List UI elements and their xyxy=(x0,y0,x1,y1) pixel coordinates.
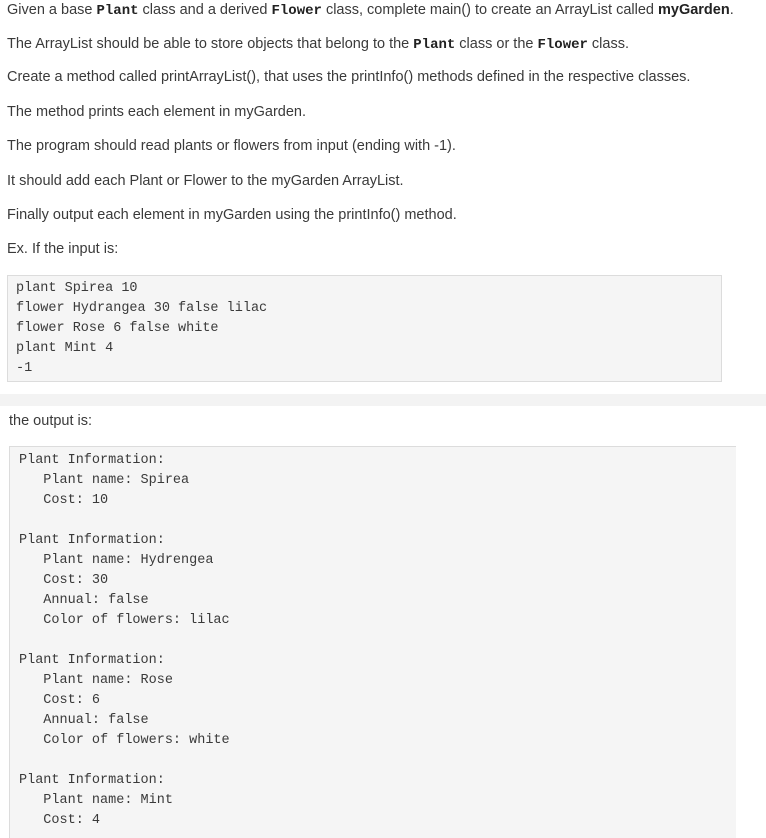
output-line: Plant Information: xyxy=(19,773,165,788)
input-line: flower Hydrangea 30 false lilac xyxy=(16,301,268,316)
paragraph-7: Finally output each element in myGarden using the printInfo() method. xyxy=(7,207,457,223)
paragraph-8: Ex. If the input is: xyxy=(7,241,119,257)
input-line: plant Mint 4 xyxy=(16,341,114,356)
output-line: Plant name: Mint xyxy=(19,793,173,808)
text: class or the xyxy=(455,36,538,52)
output-line: Plant Information: xyxy=(19,453,165,468)
text: class. xyxy=(587,36,629,52)
output-line: Cost: 10 xyxy=(19,493,109,508)
code-flower: Flower xyxy=(271,3,322,19)
output-line: Plant Information: xyxy=(19,653,165,668)
output-line: Color of flowers: lilac xyxy=(19,613,230,628)
text: class and a derived xyxy=(138,2,272,18)
text: . xyxy=(729,2,734,18)
input-line: flower Rose 6 false white xyxy=(16,321,219,336)
text: class, complete main() to create an ArrayList called xyxy=(321,2,658,18)
output-label: the output is: xyxy=(9,413,93,429)
section-divider xyxy=(0,394,766,406)
paragraph-3: Create a method called printArrayList(), that uses the printInfo() methods defined in the respective classes. xyxy=(7,69,691,85)
paragraph-2 xyxy=(7,35,629,54)
output-line: Plant name: Spirea xyxy=(19,473,190,488)
output-line: Color of flowers: white xyxy=(19,733,230,748)
code-plant: Plant xyxy=(413,37,456,53)
right-margin xyxy=(736,406,766,838)
text: Given a base xyxy=(7,2,97,18)
code-plant: Plant xyxy=(96,3,139,19)
output-line: Annual: false xyxy=(19,593,149,608)
input-line: -1 xyxy=(16,361,33,376)
paragraph-5: The program should read plants or flowers from input (ending with -1). xyxy=(7,138,456,154)
paragraph-4: The method prints each element in myGarden. xyxy=(7,104,307,120)
output-line: Plant name: Hydrengea xyxy=(19,553,214,568)
output-line: Cost: 4 xyxy=(19,813,101,828)
output-line: Plant Information: xyxy=(19,533,165,548)
code-flower: Flower xyxy=(537,37,588,53)
output-line: Cost: 6 xyxy=(19,693,101,708)
text: The ArrayList should be able to store objects that belong to the xyxy=(7,36,414,52)
input-line: plant Spirea 10 xyxy=(16,281,138,296)
output-line: Cost: 30 xyxy=(19,573,109,588)
output-line: Annual: false xyxy=(19,713,149,728)
paragraph-6: It should add each Plant or Flower to the myGarden ArrayList. xyxy=(7,173,404,189)
bold-mygarden: myGarden xyxy=(657,2,730,18)
output-line: Plant name: Rose xyxy=(19,673,173,688)
paragraph-1 xyxy=(7,1,734,20)
